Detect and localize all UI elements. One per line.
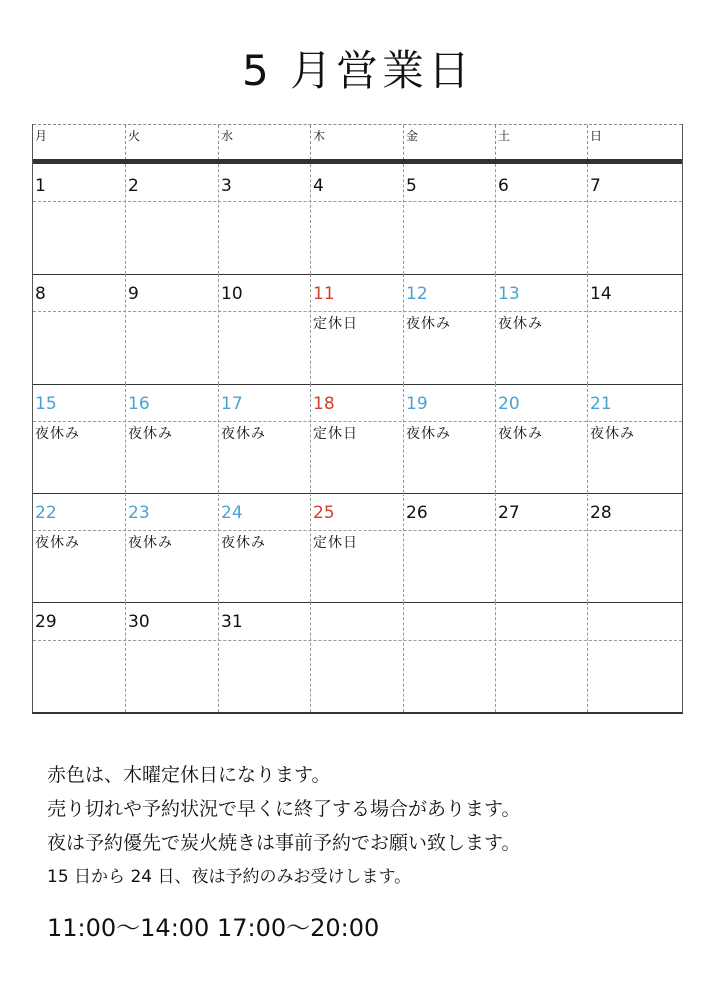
calendar-day-cell: [33, 274, 125, 384]
calendar-day-cell: [310, 602, 403, 712]
calendar-day-cell: [495, 493, 587, 602]
calendar-day-cell: [310, 384, 403, 493]
day-number: 12: [406, 284, 428, 304]
day-status-note: 夜休み: [406, 426, 451, 442]
note-line-1: 赤色は、木曜定休日になります。: [47, 764, 331, 786]
business-hours: 11:00～14:00 17:00～20:00: [47, 914, 380, 942]
calendar-week: [33, 384, 682, 493]
calendar-day-cell: [403, 602, 495, 712]
calendar-day-cell: [310, 164, 403, 274]
day-status-note: 夜休み: [590, 426, 635, 442]
day-status-note: 夜休み: [498, 316, 543, 332]
weekday-label: 木: [310, 125, 403, 160]
calendar-day-cell: [125, 274, 218, 384]
calendar-day-cell: [218, 274, 310, 384]
note-line-3: 夜は予約優先で炭火焼きは事前予約でお願い致します。: [47, 832, 521, 854]
day-status-note: 夜休み: [35, 535, 80, 551]
weekday-label: 土: [495, 125, 587, 160]
day-number: 6: [498, 176, 509, 196]
weekday-label: 月: [35, 129, 48, 143]
day-number: 29: [35, 612, 57, 632]
calendar-day-cell: [587, 493, 682, 602]
day-number: 11: [313, 284, 335, 304]
weekday-label: 火: [125, 125, 218, 160]
calendar-day-cell: [403, 164, 495, 274]
calendar-day-cell: [587, 384, 682, 493]
calendar-day-cell: [495, 384, 587, 493]
calendar-day-cell: [310, 493, 403, 602]
day-number: 2: [128, 176, 139, 196]
day-number: 5: [406, 176, 417, 196]
calendar-day-cell: [125, 602, 218, 712]
calendar-day-cell: [218, 384, 310, 493]
notes-section: [47, 758, 520, 894]
day-status-note: 夜休み: [128, 426, 173, 442]
calendar-day-cell: [403, 493, 495, 602]
calendar-week: [33, 274, 682, 384]
calendar-day-cell: [125, 493, 218, 602]
day-number: 14: [590, 284, 612, 304]
calendar-day-cell: [125, 164, 218, 274]
page-title: 5 月営業日: [241, 46, 475, 95]
calendar-week: [33, 164, 682, 274]
day-number: 18: [313, 394, 335, 414]
day-status-note: 夜休み: [406, 316, 451, 332]
calendar-day-cell: [33, 164, 125, 274]
weekday-header: [33, 124, 682, 160]
day-number: 21: [590, 394, 612, 414]
calendar-week: [33, 493, 682, 602]
day-number: 27: [498, 503, 520, 523]
calendar-day-cell: [495, 602, 587, 712]
calendar-day-cell: [218, 493, 310, 602]
calendar-week: [33, 602, 682, 712]
note-line-4: 15 日から 24 日、夜は予約のみお受けします。: [47, 867, 412, 887]
day-number: 8: [35, 284, 46, 304]
calendar-day-cell: [587, 602, 682, 712]
calendar-day-cell: [33, 493, 125, 602]
calendar-day-cell: [587, 164, 682, 274]
day-number: 15: [35, 394, 57, 414]
day-number: 4: [313, 176, 324, 196]
calendar-day-cell: [403, 384, 495, 493]
weekday-label: 金: [403, 125, 495, 160]
day-status-note: 夜休み: [498, 426, 543, 442]
weekday-label: 日: [587, 125, 682, 160]
day-number: 13: [498, 284, 520, 304]
day-status-note: 夜休み: [128, 535, 173, 551]
day-number: 23: [128, 503, 150, 523]
day-status-note: 定休日: [313, 316, 358, 332]
calendar-day-cell: [125, 384, 218, 493]
day-status-note: 夜休み: [221, 535, 266, 551]
calendar-day-cell: [403, 274, 495, 384]
day-status-note: 夜休み: [35, 426, 80, 442]
day-number: 22: [35, 503, 57, 523]
calendar-day-cell: [218, 602, 310, 712]
calendar-day-cell: [310, 274, 403, 384]
day-number: 31: [221, 612, 243, 632]
day-number: 3: [221, 176, 232, 196]
day-status-note: 夜休み: [221, 426, 266, 442]
day-number: 20: [498, 394, 520, 414]
day-status-note: 定休日: [313, 426, 358, 442]
day-number: 30: [128, 612, 150, 632]
day-number: 10: [221, 284, 243, 304]
day-number: 17: [221, 394, 243, 414]
day-number: 19: [406, 394, 428, 414]
day-status-note: 定休日: [313, 535, 358, 551]
calendar-day-cell: [587, 274, 682, 384]
day-number: 7: [590, 176, 601, 196]
day-number: 1: [35, 176, 46, 196]
day-number: 28: [590, 503, 612, 523]
day-number: 25: [313, 503, 335, 523]
weekday-label: 水: [218, 125, 310, 160]
calendar-grid: [32, 124, 683, 714]
calendar-day-cell: [33, 602, 125, 712]
day-number: 26: [406, 503, 428, 523]
note-line-2: 売り切れや予約状況で早くに終了する場合があります。: [47, 798, 521, 820]
calendar-day-cell: [495, 164, 587, 274]
calendar-day-cell: [218, 164, 310, 274]
day-number: 9: [128, 284, 139, 304]
day-number: 16: [128, 394, 150, 414]
day-number: 24: [221, 503, 243, 523]
calendar-day-cell: [33, 384, 125, 493]
calendar-day-cell: [495, 274, 587, 384]
